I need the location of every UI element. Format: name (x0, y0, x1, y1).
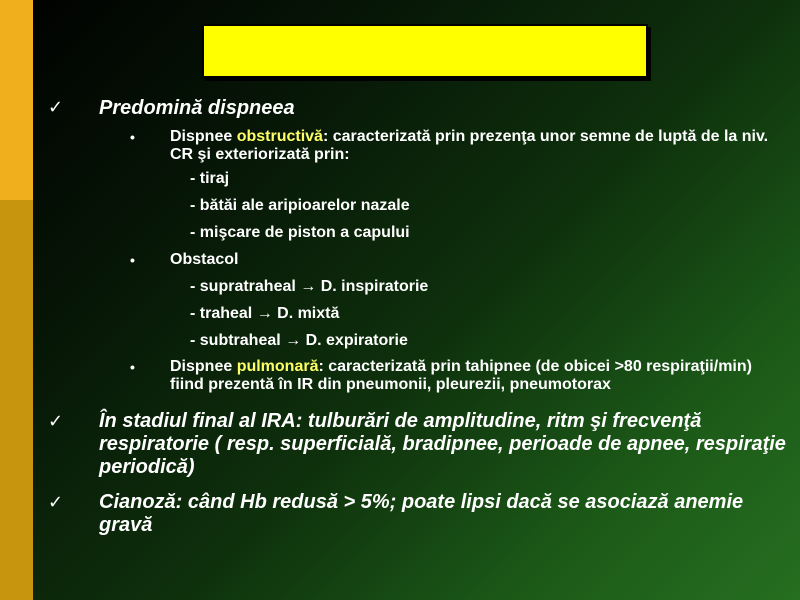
main-list (48, 96, 788, 537)
dash-item: - traheal → D. mixtă (190, 305, 340, 322)
check-icon: ✓ (48, 411, 64, 432)
sub-point-obstructive-pre: Dispnee (170, 128, 237, 145)
point-3 (48, 491, 788, 537)
point-1 (48, 96, 788, 120)
point-2 (48, 410, 788, 479)
sub-point-pulmonary-pre: Dispnee (170, 358, 237, 375)
sub-point-pulmonary-highlight: pulmonară (236, 358, 319, 375)
sub-point-obstructive (48, 128, 788, 164)
check-icon: ✓ (48, 492, 64, 513)
dash-item: - bătăi ale aripioarelor nazale (190, 197, 410, 214)
bullet-icon: • (130, 359, 135, 375)
title-box (202, 24, 648, 78)
bullet-icon: • (130, 129, 135, 145)
point-3-text: Cianoză: când Hb redusă > 5%; poate lipsi dacă se asociază anemie gravă (99, 491, 744, 536)
point-1-text: Predomină dispneea (99, 97, 295, 119)
side-bar-top (0, 0, 33, 200)
dash-item: - tiraj (190, 170, 230, 187)
bullet-icon: • (130, 252, 135, 268)
dash-item: - supratraheal → D. inspiratorie (190, 278, 429, 295)
dash-item: - mişcare de piston a capului (190, 224, 410, 241)
dash-item: - subtraheal → D. expiratorie (190, 332, 408, 349)
check-icon: ✓ (48, 97, 64, 118)
sub-point-pulmonary-post: : caracterizată prin tahipnee (de obicei >80 respiraţii/min) fiind prezentă în IR din pneumonii, pleurezii, pneumotorax (170, 358, 752, 393)
side-bar-bottom (0, 200, 33, 600)
point-2-text: În stadiul final al IRA: tulburări de amplitudine, ritm şi frecvenţă respiratorie ( resp. superficială, bradipnee, perioade de apnee, respiraţie periodică) (99, 410, 786, 478)
sub-point-pulmonary (48, 358, 788, 394)
sub-point-obstructive-post: : caracterizată prin prezenţa unor semne de luptă de la niv. CR şi exteriorizată prin: (170, 128, 769, 163)
sub-point-obstacle (48, 251, 788, 269)
sub-point-obstructive-highlight: obstructivă (236, 128, 323, 145)
sub-point-obstacle-text: Obstacol (170, 251, 239, 268)
